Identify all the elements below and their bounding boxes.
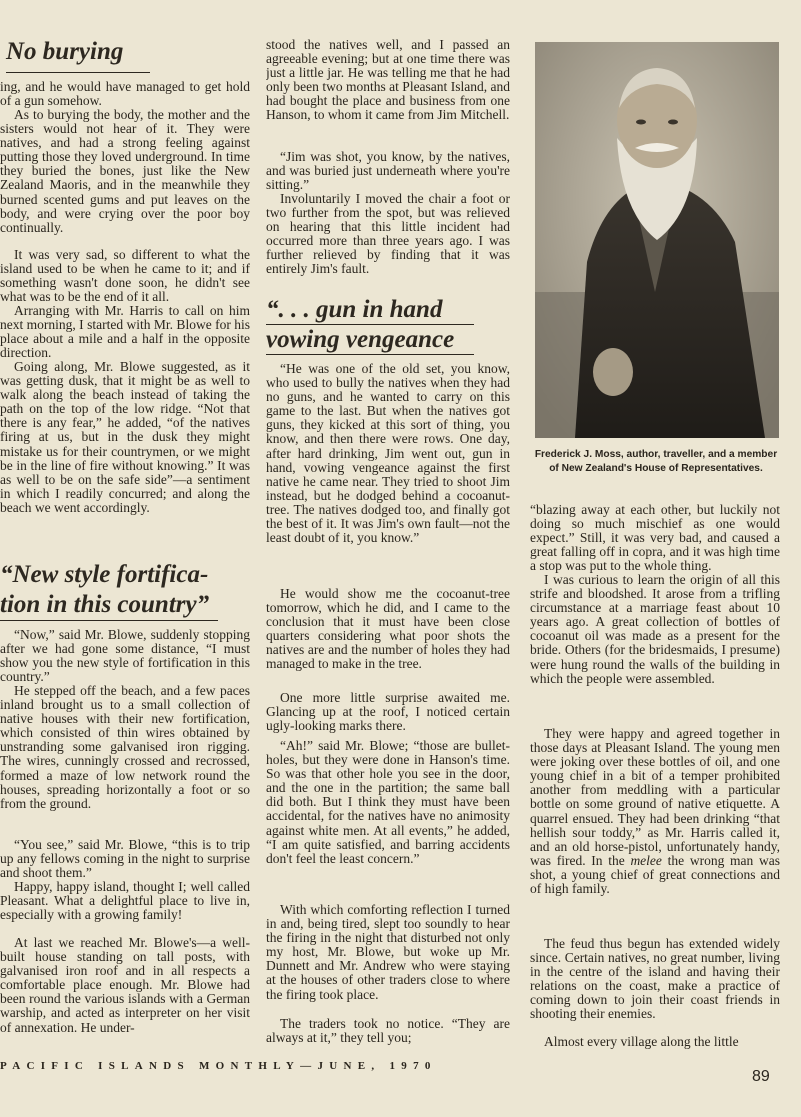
paragraph [530, 727, 780, 896]
paragraph: “blazing away at each other, but luckily not doing so much mischief as one would expect.” Still, it was very bad, and caused a great falling off in copra, and it was high time a stop was put to the whole thing. [530, 503, 780, 574]
paragraph: At last we reached Mr. Blowe's—a well-built house standing on tall posts, with galvanised iron roof and in all respects a comfortable place enough. Mr. Blowe had been round the various islands with a German warship, and acted as interpreter on her visit of annexation. He under- [0, 936, 250, 1035]
paragraph: Going along, Mr. Blowe suggested, as it was getting dusk, that it might be as well to walk along the beach instead of taking the path on the top of the low ridge. “Not that there is any fear,” he added, “of the natives firing at us, but in the dusk they might mistake us for their countrymen, or we might be in the line of fire without knowing.” It was as well to be on the safe side”—a sentiment in which I readily concurred; and along the beach we went accordingly. [0, 360, 250, 515]
paragraph: It was very sad, so different to what the island used to be when he came to it; and if something wasn't done soon, he didn't see what was to be the end of it all. [0, 248, 250, 305]
paragraph: “Jim was shot, you know, by the natives, and was buried just underneath where you're sitting.” [266, 150, 510, 193]
heading-gun-in-hand-line1: “. . . gun in hand [266, 296, 443, 323]
page-number: 89 [752, 1068, 770, 1085]
text-span: They were happy and agreed together in those days at Pleasant Island. The young men were joking over these bottles of oil, and one young chief in a bit of a temper prohibited another from meddling with a particular bottle on some ground of native etiquette. A quarrel ensued. They had been drinking “that hellish sour toddy,” as Mr. Harris called it, and an old horse-pistol, unfortunately handy, was fired. In the [530, 727, 780, 868]
heading-new-style-line1: “New style fortifica- [0, 561, 209, 588]
portrait-illustration [535, 42, 779, 438]
paragraph: Almost every village along the little [544, 1035, 739, 1049]
paragraph: One more little surprise awaited me. Glancing up at the roof, I noticed certain ugly-looking marks there. [266, 691, 510, 734]
paragraph: “He was one of the old set, you know, who used to bully the natives when they had no guns, and he wanted to carry on this game to the last. But when the natives got guns, they kicked at this sort of thing, you know, and then there were rows. One day, after hard drinking, Jim went out, gun in hand, vowing vengeance against the first native he came near. They tried to shoot Jim instead, but he dodged behind a cocoanut-tree. The natives dodged too, and finally got the best of it. It was Jim's own fault—not the least doubt of it, you know.” [266, 362, 510, 546]
heading-new-style-line2: tion in this country” [0, 591, 210, 618]
paragraph: As to burying the body, the mother and the sisters would not hear of it. They were natives, and had a strong feeling against putting those they loved underground. In time they buried the bones, just like the New Zealand Maoris, and in the meanwhile they burned scented gums and put leaves on the body, and were crying over the poor boy continually. [0, 108, 250, 235]
paragraph: The traders took no notice. “They are always at it,” they tell you; [266, 1017, 510, 1046]
heading-rule [0, 620, 218, 621]
paragraph: He stepped off the beach, and a few paces inland brought us to a small collection of native houses with their new fortification, which consisted of thin wires obtained by unstranding some galvanised iron rigging. The wires, cunningly crossed and recrossed, formed a maze of low network round the houses, spreading horizontally a foot or so from the ground. [0, 684, 250, 811]
paragraph: stood the natives well, and I passed an agreeable evening; but at one time there was just a little jar. He was telling me that he had only been two months at Pleasant Island, and had bought the place and business from one Hanson, to whom it came from Jim Mitchell. [266, 38, 510, 123]
photo-caption: Frederick J. Moss, author, traveller, and a member of New Zealand's House of Representatives. [534, 449, 778, 474]
paragraph: ing, and he would have managed to get hold of a gun somehow. [0, 80, 250, 109]
heading-no-burying: No burying [6, 38, 124, 65]
paragraph: He would show me the cocoanut-tree tomorrow, which he did, and I came to the conclusion that it must have been close quarters considering what poor shots the natives are and the number of holes they had managed to make in the tree. [266, 587, 510, 672]
paragraph: “You see,” said Mr. Blowe, “this is to trip up any fellows coming in the night to surprise and shoot them.” [0, 838, 250, 881]
heading-gun-in-hand-line2: vowing vengeance [266, 326, 455, 353]
running-footer: PACIFIC ISLANDS MONTHLY—JUNE, 1970 [0, 1060, 437, 1072]
italic-word: melee [630, 852, 662, 868]
portrait-photo [535, 42, 779, 438]
paragraph: The feud thus begun has extended widely since. Certain natives, no great number, living in the centre of the island and having their relations on the coast, make a practice of coming down to join their coast friends in shooting their enemies. [530, 937, 780, 1022]
paragraph: I was curious to learn the origin of all this strife and bloodshed. It arose from a trifling circumstance at a marriage feast about 10 years ago. A great collection of bottles of cocoanut oil was made as a present for the bride. Others (for the bridesmaids, I presume) were hung round the walls of the building in which the people were assembled. [530, 573, 780, 686]
paragraph: Happy, happy island, thought I; well called Pleasant. What a delightful place to live in, especially with a growing family! [0, 880, 250, 923]
paragraph: Arranging with Mr. Harris to call on him next morning, I started with Mr. Blowe for his place about a mile and a half in the opposite direction. [0, 304, 250, 361]
paragraph: “Now,” said Mr. Blowe, suddenly stopping after we had gone some distance, “I must show you the new style of fortification in this country.” [0, 628, 250, 685]
text-span: the wrong man was shot, a young chief of great connections and of high family. [530, 852, 780, 897]
paragraph: With which comforting reflection I turned in and, being tired, slept too soundly to hear the firing in the night that disturbed not only my host, Mr. Blowe, but woke up Mr. Dunnett and Mr. Andrew who were staying at the houses of other traders close to where the firing took place. [266, 903, 510, 1002]
heading-rule [266, 354, 474, 355]
paragraph: Involuntarily I moved the chair a foot or two further from the spot, but was relieved on hearing that this little incident had occurred more than three years ago. I was further relieved by finding that it was entirely Jim's fault. [266, 192, 510, 277]
heading-rule [6, 72, 150, 73]
paragraph: “Ah!” said Mr. Blowe; “those are bullet-holes, but they were done in Hanson's time. So was that other hole you see in the door, and the one in the partition; the same ball did both. But I think they must have been accidental, for the natives have no animosity against white men. At all events,” he added, “I am quite satisfied, and barring accidents don't feel the least concern.” [266, 739, 510, 866]
